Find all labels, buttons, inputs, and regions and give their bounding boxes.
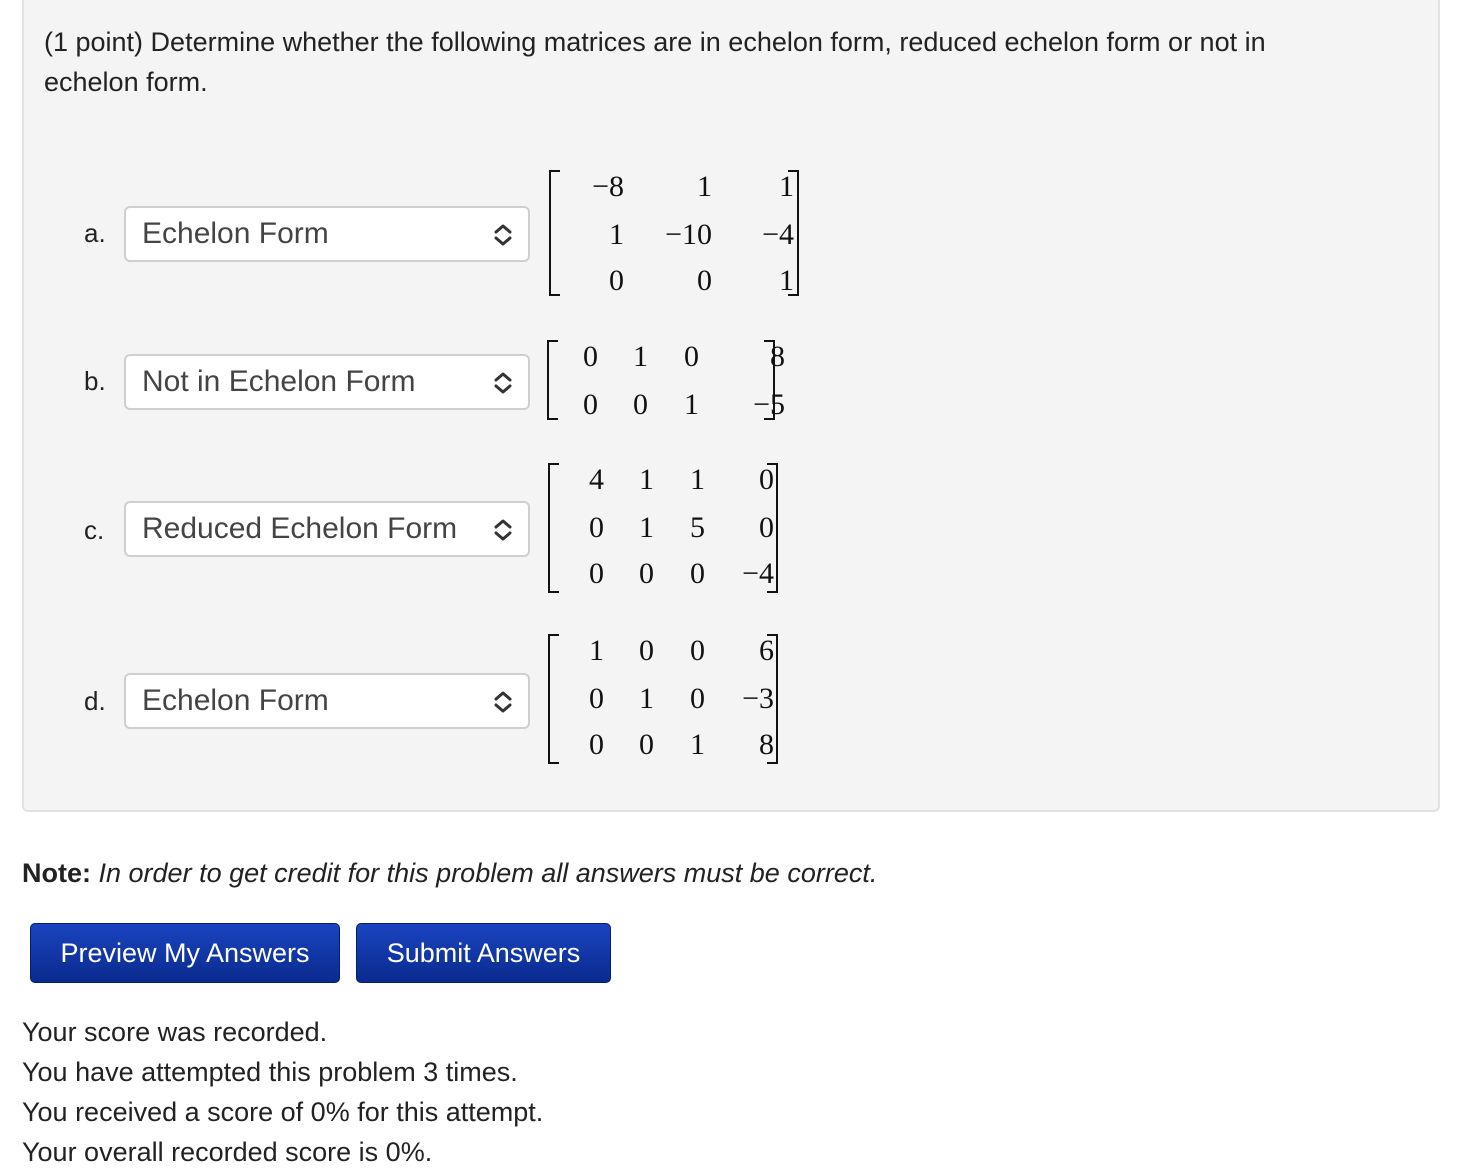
matrix-entry: 0: [639, 634, 654, 667]
chevron-updown-icon: [492, 222, 514, 248]
matrix-entry: 0: [759, 511, 774, 544]
answer-select-b[interactable]: [124, 354, 530, 410]
left-bracket: [549, 170, 560, 296]
matrix-entry: 0: [697, 264, 712, 297]
matrix-entry: 1: [690, 728, 705, 761]
matrix-entry: −5: [753, 388, 785, 421]
matrix-entry: 1: [633, 340, 648, 373]
matrix-entry: 8: [759, 728, 774, 761]
status-line: Your score was recorded.: [22, 1017, 328, 1047]
matrix-entry: 1: [639, 511, 654, 544]
select-value: Reduced Echelon Form: [142, 512, 458, 545]
chevron-updown-icon: [492, 370, 514, 396]
matrix-entry: 0: [589, 728, 604, 761]
matrix-d: [548, 634, 778, 764]
matrix-entry: 1: [639, 682, 654, 715]
credit-note: [22, 858, 877, 889]
note-text: In order to get credit for this problem all answers must be correct.: [98, 858, 878, 888]
matrix-entry: 0: [589, 682, 604, 715]
row-letter: d.: [84, 686, 106, 716]
left-bracket: [548, 463, 559, 593]
matrix-entry: 0: [633, 388, 648, 421]
row-letter: c.: [84, 515, 105, 545]
preview-answers-button[interactable]: Preview My Answers: [30, 923, 340, 983]
matrix-entry: 5: [690, 511, 705, 544]
note-label: Note:: [22, 858, 91, 888]
matrix-entry: −4: [742, 557, 774, 590]
submit-answers-button[interactable]: Submit Answers: [356, 923, 611, 983]
matrix-entry: 1: [779, 264, 794, 297]
matrix-entry: 0: [583, 388, 598, 421]
status-line: Your overall recorded score is 0%.: [22, 1137, 433, 1167]
matrix-entry: 0: [690, 682, 705, 715]
matrix-entry: 8: [770, 340, 785, 373]
matrix-entry: 1: [690, 463, 705, 496]
matrix-entry: 1: [589, 634, 604, 667]
matrix-entry: 0: [759, 463, 774, 496]
matrix-entry: 0: [684, 340, 699, 373]
matrix-entry: 0: [609, 264, 624, 297]
answer-select-a[interactable]: [124, 206, 530, 262]
matrix-entry: 1: [684, 388, 699, 421]
matrix-c: [548, 463, 778, 593]
chevron-updown-icon: [492, 689, 514, 715]
matrix-entry: 0: [583, 340, 598, 373]
select-value: Not in Echelon Form: [142, 365, 416, 398]
select-value: Echelon Form: [142, 684, 329, 717]
matrix-entry: 1: [697, 170, 712, 203]
matrix-entry: −8: [592, 170, 624, 203]
matrix-b: [547, 340, 785, 421]
problem-prompt: (1 point) Determine whether the following matrices are in echelon form, reduced echelon form or not in echelon form.: [44, 27, 1266, 97]
matrix-entry: 6: [759, 634, 774, 667]
matrix-entry: 0: [589, 511, 604, 544]
row-letter: a.: [84, 218, 106, 248]
score-status: [22, 1012, 543, 1172]
left-bracket: [547, 340, 558, 420]
matrix-entry: 0: [690, 557, 705, 590]
chevron-updown-icon: [492, 517, 514, 543]
matrix-entry: 0: [690, 634, 705, 667]
matrix-entry: 0: [639, 557, 654, 590]
matrix-entry: 1: [779, 170, 794, 203]
answer-select-c[interactable]: [124, 501, 530, 557]
left-bracket: [548, 634, 559, 764]
matrix-entry: 4: [589, 463, 604, 496]
status-line: You have attempted this problem 3 times.: [22, 1057, 518, 1087]
matrix-a: [549, 170, 799, 296]
row-letter: b.: [84, 366, 106, 396]
matrix-entry: −10: [665, 218, 712, 251]
answer-select-d[interactable]: [124, 673, 530, 729]
matrix-entry: −4: [762, 218, 794, 251]
matrix-entry: 1: [639, 463, 654, 496]
matrix-entry: 1: [609, 218, 624, 251]
matrix-entry: −3: [742, 682, 774, 715]
status-line: You received a score of 0% for this attempt.: [22, 1097, 544, 1127]
matrix-entry: 0: [639, 728, 654, 761]
matrix-entry: 0: [589, 557, 604, 590]
select-value: Echelon Form: [142, 217, 329, 250]
problem-panel: [22, 0, 1440, 812]
